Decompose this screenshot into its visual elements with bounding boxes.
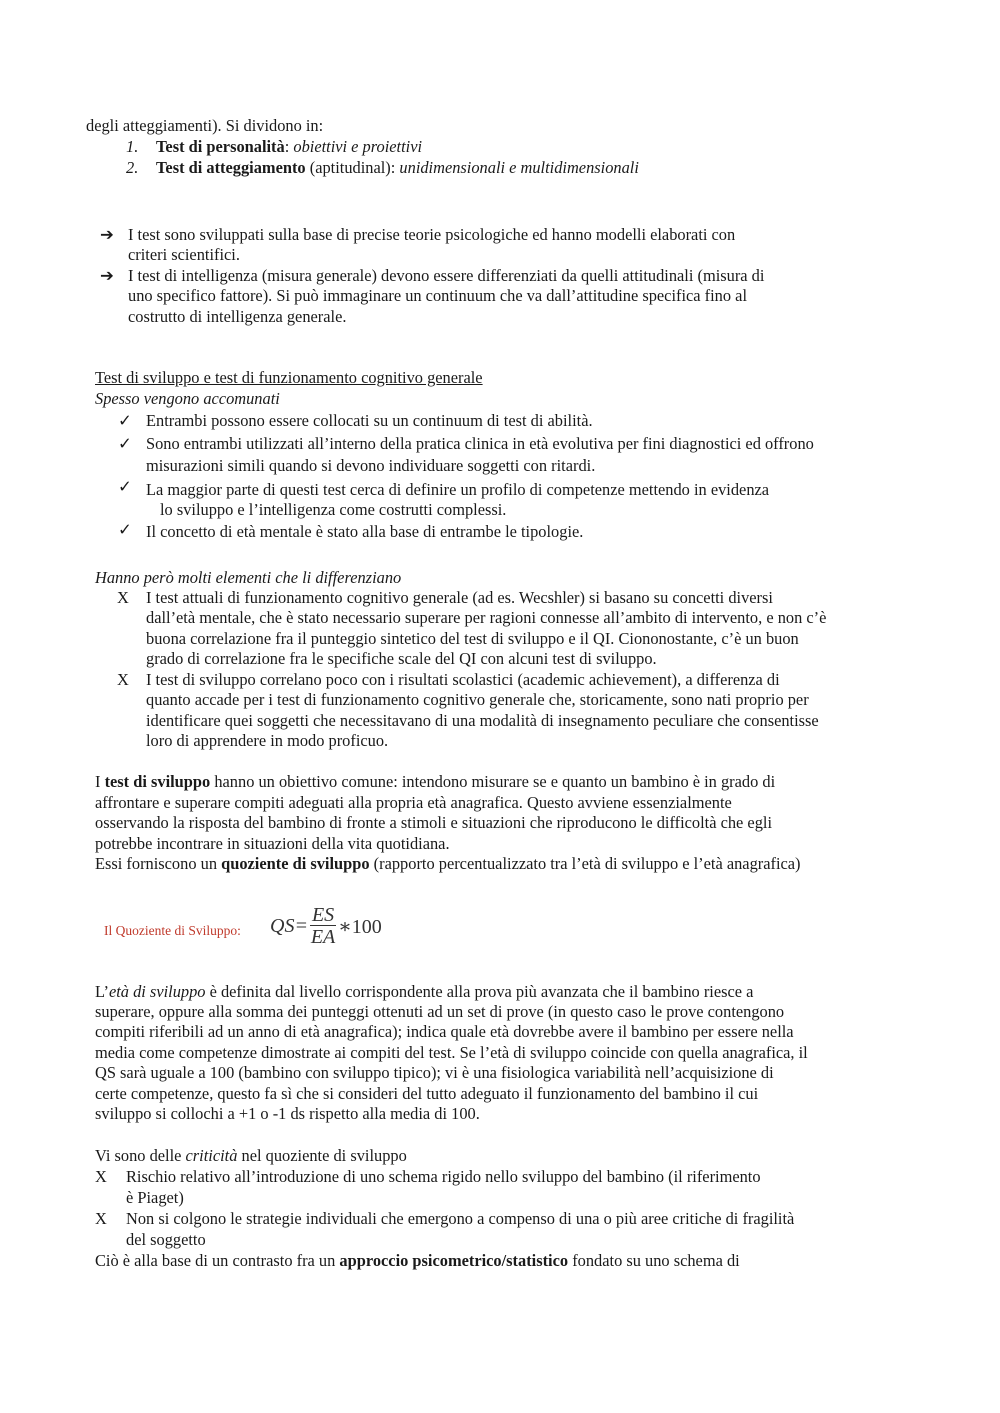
para1-line-3: osservando la risposta del bambino di fronte a stimoli e situazioni che riproducono le difficoltà che egli [95,813,772,832]
check-item-2-line-2: misurazioni simili quando si devono individuare soggetti con ritardi. [146,456,596,475]
diff-heading: Hanno però molti elementi che li differenziano [95,568,402,587]
qs-formula [270,905,382,948]
arrow-item-1-line-2: criteri scientifici. [128,245,240,264]
qs-eq: = [294,915,308,937]
qs-rhs: ∗100 [338,916,382,938]
para2-line-3: compiti riferibili ad un anno di età anagrafica); indica quale età dovrebbe avere il bambino per essere nella [95,1022,794,1041]
diff-item-1-line-4: grado di correlazione fra le specifiche scale del QI con alcuni test di sviluppo. [146,649,657,668]
para2-line-2: superare, oppure alla somma dei punteggi ottenuti ad un set di prove (in questo caso le prove contengono [95,1002,785,1021]
qs-denominator: EA [310,926,336,948]
x-marker: X [95,1167,107,1186]
check-icon: ✓ [118,411,132,430]
qs-lhs: QS [270,915,295,937]
list-number-2: 2. [126,158,139,177]
para1-line-1: I test di sviluppo hanno un obiettivo comune: intendono misurare se e quanto un bambino è in grado di [95,772,776,791]
check-icon: ✓ [118,477,132,496]
section-heading: Test di sviluppo e test di funzionamento cognitivo generale [95,368,483,387]
diff-item-2-line-1: I test di sviluppo correlano poco con i risultati scolastici (academic achievement), a differenza di [146,670,780,689]
para1-line-4: potrebbe incontrare in situazioni della vita quotidiana. [95,834,450,853]
list-item-personality: Test di personalità: obiettivi e proiettivi [156,137,423,156]
check-icon: ✓ [118,520,132,539]
diff-item-1-line-3: buona correlazione fra il punteggio sintetico del test di sviluppo e il QI. Ciononostante, c’è un buon [146,629,799,648]
crit-item-1-line-2: è Piaget) [126,1188,184,1207]
intro-line: degli atteggiamenti). Si dividono in: [86,116,324,135]
qs-formula-image [100,905,410,961]
para1-line-2: affrontare e superare compiti adeguati alla propria età anagrafica. Questo avviene essenzialmente [95,793,732,812]
check-icon: ✓ [118,434,132,453]
arrow-item-2-line-3: costrutto di intelligenza generale. [128,307,347,326]
check-item-2-line-1: Sono entrambi utilizzati all’interno della pratica clinica in età evolutiva per fini diagnostici ed offrono [146,434,814,453]
crit-item-2-line-2: del soggetto [126,1230,206,1249]
section-subheading: Spesso vengono accomunati [95,389,280,408]
crit-heading: Vi sono delle criticità nel quoziente di sviluppo [95,1146,407,1165]
diff-item-2-line-4: loro di apprendere in modo proficuo. [146,731,389,750]
diff-item-2-line-3: identificare quei soggetti che necessitavano di una modalità di insegnamento peculiare che consentisse [146,711,819,730]
qs-label: Il Quoziente di Sviluppo: [104,923,241,938]
diff-item-1-line-2: dall’età mentale, che è stato necessario superare per ragioni connesse all’ambito di intervento, e non c’è [146,608,827,627]
x-marker: X [117,588,129,607]
x-marker: X [95,1209,107,1228]
crit-item-1-line-1: Rischio relativo all’introduzione di uno schema rigido nello sviluppo del bambino (il riferimento [126,1167,761,1186]
list-item-attitude: Test di atteggiamento (aptitudinal): unidimensionali e multidimensionali [156,158,639,177]
para2-line-6: certe competenze, questo fa sì che si consideri del tutto adeguato il funzionamento del bambino il cui [95,1084,759,1103]
arrow-item-1-line-1: I test sono sviluppati sulla base di precise teorie psicologiche ed hanno modelli elaborati con [128,225,736,244]
diff-item-1-line-1: I test attuali di funzionamento cognitivo generale (ad es. Wecshler) si basano su concetti diversi [146,588,773,607]
diff-item-2-line-2: quanto accade per i test di funzionamento cognitivo generale che, storicamente, sono nati proprio per [146,690,809,709]
list-number-1: 1. [126,137,139,156]
para2-line-7: sviluppo si collochi a +1 o -1 ds rispetto alla media di 100. [95,1104,480,1123]
x-marker: X [117,670,129,689]
check-item-3-line-1: La maggior parte di questi test cerca di definire un profilo di competenze mettendo in evidenza [146,480,770,499]
check-item-3-line-2: lo sviluppo e l’intelligenza come costrutti complessi. [160,500,507,519]
arrow-icon: ➔ [100,266,114,285]
para2-line-1: L’età di sviluppo è definita dal livello corrispondente alla prova più avanzata che il bambino riesce a [95,982,754,1001]
arrow-item-2-line-1: I test di intelligenza (misura generale) devono essere differenziati da quelli attitudinali (misura di [128,266,765,285]
crit-last-line: Ciò è alla base di un contrasto fra un approccio psicometrico/statistico fondato su uno schema di [95,1251,740,1270]
para1-line-5: Essi forniscono un quoziente di sviluppo (rapporto percentualizzato tra l’età di sviluppo e l’età anagrafica) [95,854,801,873]
arrow-icon: ➔ [100,225,114,244]
crit-item-2-line-1: Non si colgono le strategie individuali che emergono a compenso di una o più aree critiche di fragilità [126,1209,795,1228]
check-item-4: Il concetto di età mentale è stato alla base di entrambe le tipologie. [146,522,584,541]
qs-numerator: ES [311,904,335,926]
check-item-1: Entrambi possono essere collocati su un continuum di test di abilità. [146,411,593,430]
para2-line-5: QS sarà uguale a 100 (bambino con sviluppo tipico); vi è una fisiologica variabilità nell’acquisizione di [95,1063,774,1082]
para2-line-4: media come competenze dimostrate ai compiti del test. Se l’età di sviluppo coincide con quella anagrafica, il [95,1043,808,1062]
qs-fraction [310,905,336,948]
arrow-item-2-line-2: uno specifico fattore). Si può immaginare un continuum che va dall’attitudine specifica fino al [128,286,748,305]
